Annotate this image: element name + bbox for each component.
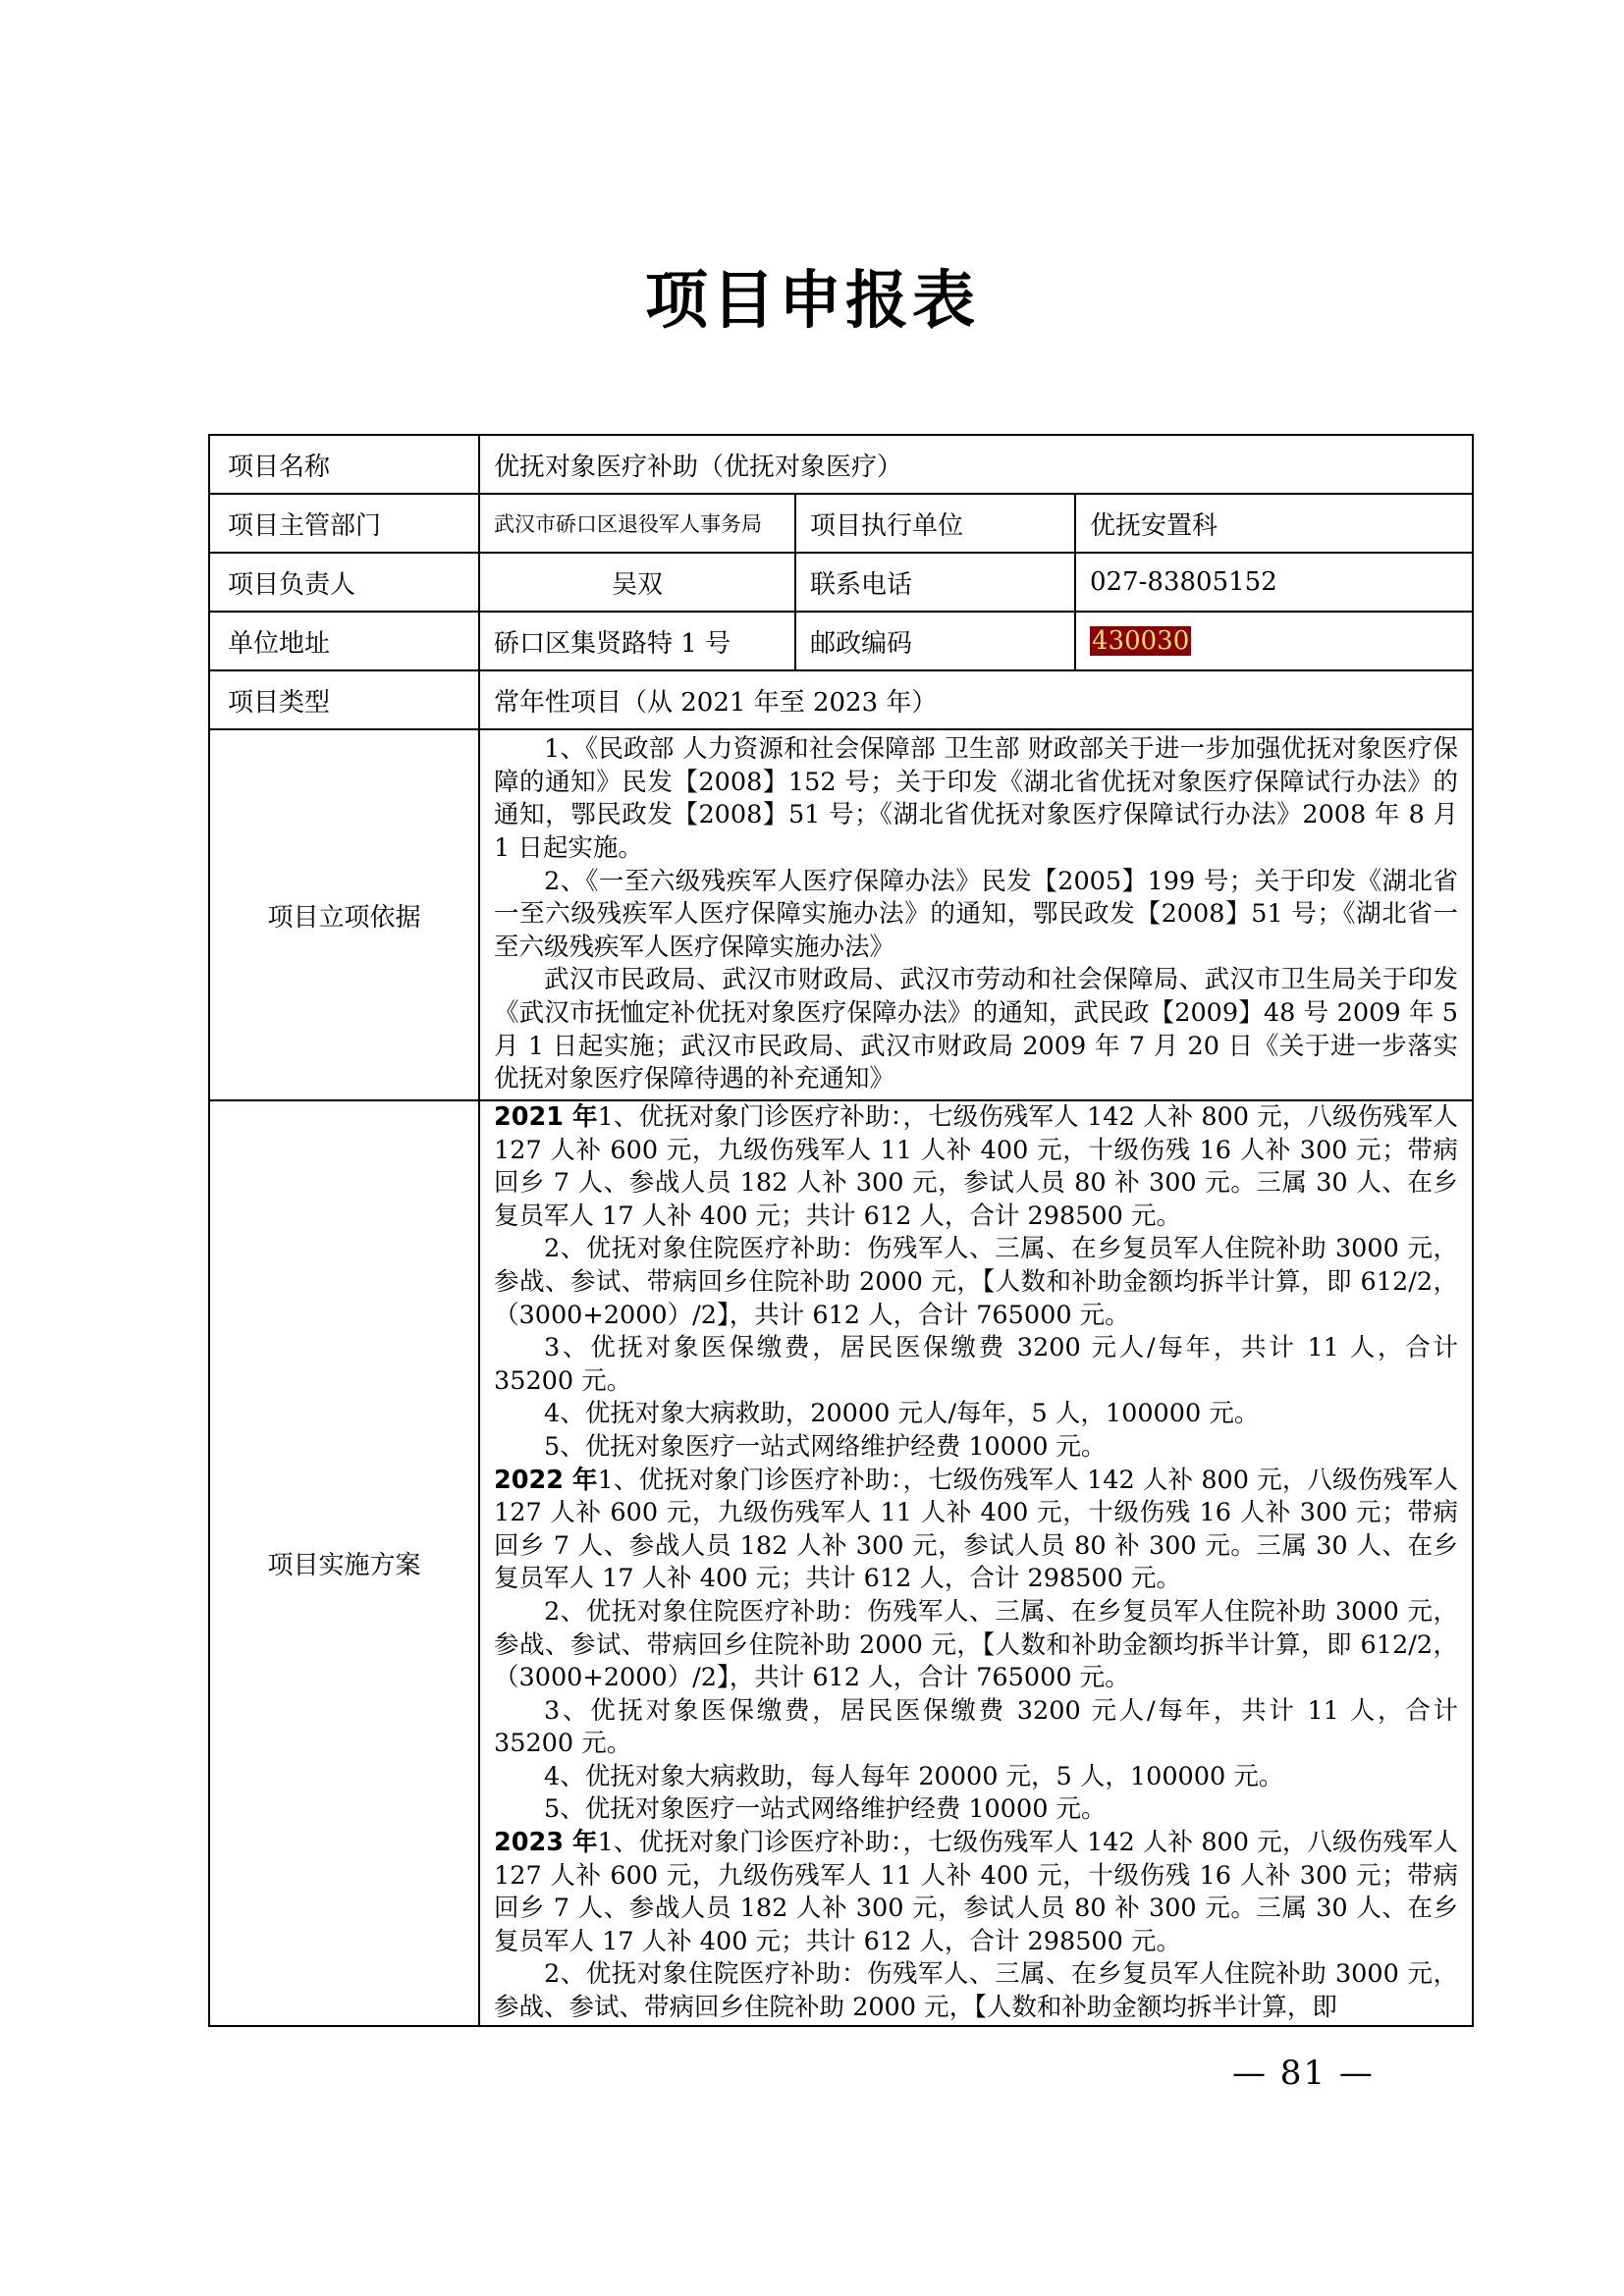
table-row	[209, 435, 1473, 494]
application-form-table	[208, 434, 1474, 2027]
project-type-label: 项目类型	[209, 670, 479, 729]
page-title: 项目申报表	[645, 265, 979, 338]
basis-paragraph: 2、《一至六级残疾军人医疗保障办法》民发【2005】199 号；关于印发《湖北省一至六级残疾军人医疗保障实施办法》的通知，鄂民政发【2008】51 号；《湖北省一至六级残疾军人医疗保障实施办法》	[494, 866, 1458, 962]
table-row	[209, 553, 1473, 612]
plan-item: 4、优抚对象大病救助，20000 元人/每年，5 人，100000 元。	[544, 1399, 1260, 1429]
project-name-value: 优抚对象医疗补助（优抚对象医疗）	[479, 435, 1473, 494]
plan-label: 项目实施方案	[209, 1100, 479, 2026]
plan-item: 2、优抚对象住院医疗补助：伤残军人、三属、在乡复员军人住院补助 3000 元，参战、参试、带病回乡住院补助 2000 元，【人数和补助金额均拆半计算，即 612/2，（3000+2000）/2】，共计 612 人，合计 765000 元。	[494, 1234, 1458, 1330]
plan-year-2021	[494, 1101, 1458, 1233]
plan-year-2023	[494, 1827, 1458, 1958]
executing-unit-value: 优抚安置科	[1075, 494, 1473, 553]
supervising-dept-label: 项目主管部门	[209, 494, 479, 553]
postal-code-label: 邮政编码	[795, 612, 1075, 670]
year-label: 2021 年	[494, 1102, 598, 1132]
basis-paragraph: 1、《民政部 人力资源和社会保障部 卫生部 财政部关于进一步加强优抚对象医疗保障的通知》民发【2008】152 号；关于印发《湖北省优抚对象医疗保障试行办法》的通知，鄂民政发【2008】51 号；《湖北省优抚对象医疗保障试行办法》2008 年 8 月 1 日起实施。	[494, 734, 1458, 864]
basis-paragraph: 武汉市民政局、武汉市财政局、武汉市劳动和社会保障局、武汉市卫生局关于印发《武汉市抚恤定补优抚对象医疗保障办法》的通知，武民政【2009】48 号 2009 年 5 月 1 日起实施；武汉市民政局、武汉市财政局 2009 年 7 月 20 日《关于进一步落实优抚对象医疗保障待遇的补充通知》	[494, 965, 1458, 1095]
plan-year-2022	[494, 1465, 1458, 1596]
year-label: 2023 年	[494, 1828, 598, 1858]
plan-item: 4、优抚对象大病救助，每人每年 20000 元，5 人，100000 元。	[544, 1761, 1284, 1791]
executing-unit-label: 项目执行单位	[795, 494, 1075, 553]
plan-item: 3、优抚对象医保缴费，居民医保缴费 3200 元人/每年，共计 11 人，合计 35200 元。	[494, 1333, 1458, 1396]
project-leader-label: 项目负责人	[209, 553, 479, 612]
table-row	[209, 612, 1473, 670]
address-label: 单位地址	[209, 612, 479, 670]
page-number: — 81 —	[1232, 2054, 1375, 2093]
plan-item: 2、优抚对象住院医疗补助：伤残军人、三属、在乡复员军人住院补助 3000 元，参战、参试、带病回乡住院补助 2000 元，【人数和补助金额均拆半计算，即	[494, 1959, 1458, 2023]
plan-item: 2、优抚对象住院医疗补助：伤残军人、三属、在乡复员军人住院补助 3000 元，参战、参试、带病回乡住院补助 2000 元，【人数和补助金额均拆半计算，即 612/2，（3000+2000）/2】，共计 612 人，合计 765000 元。	[494, 1596, 1458, 1693]
phone-value: 027-83805152	[1075, 553, 1473, 612]
postal-code-cell	[1075, 612, 1473, 670]
postal-code-value: 430030	[1092, 626, 1190, 656]
project-leader-value: 吴双	[479, 553, 795, 612]
plan-item: 5、优抚对象医疗一站式网络维护经费 10000 元。	[544, 1431, 1107, 1462]
table-row	[209, 494, 1473, 553]
year-label: 2022 年	[494, 1465, 598, 1495]
basis-label: 项目立项依据	[209, 729, 479, 1100]
basis-content	[479, 729, 1473, 1100]
plan-item: 3、优抚对象医保缴费，居民医保缴费 3200 元人/每年，共计 11 人，合计 35200 元。	[494, 1695, 1458, 1759]
table-row	[209, 670, 1473, 729]
supervising-dept-value: 武汉市硚口区退役军人事务局	[479, 494, 795, 553]
plan-item: 1、优抚对象门诊医疗补助：，七级伤残军人 142 人补 800 元，八级伤残军人 127 人补 600 元，九级伤残军人 11 人补 400 元，十级伤残 16 人补 300 元；带病回乡 7 人、参战人员 182 人补 300 元，参试人员 80 补 300 元。三属 30 人、在乡复员军人 17 人补 400 元；共计 612 人，合计 298500 元。	[494, 1465, 1458, 1594]
table-row	[209, 1100, 1473, 2026]
plan-content	[479, 1100, 1473, 2026]
plan-item: 1、优抚对象门诊医疗补助：，七级伤残军人 142 人补 800 元，八级伤残军人 127 人补 600 元，九级伤残军人 11 人补 400 元，十级伤残 16 人补 300 元；带病回乡 7 人、参战人员 182 人补 300 元，参试人员 80 补 300 元。三属 30 人、在乡复员军人 17 人补 400 元；共计 612 人，合计 298500 元。	[494, 1102, 1458, 1231]
project-type-value: 常年性项目（从 2021 年至 2023 年）	[479, 670, 1473, 729]
address-value: 硚口区集贤路特 1 号	[479, 612, 795, 670]
project-name-label: 项目名称	[209, 435, 479, 494]
plan-item: 5、优抚对象医疗一站式网络维护经费 10000 元。	[544, 1794, 1107, 1825]
plan-item: 1、优抚对象门诊医疗补助：，七级伤残军人 142 人补 800 元，八级伤残军人 127 人补 600 元，九级伤残军人 11 人补 400 元，十级伤残 16 人补 300 元；带病回乡 7 人、参战人员 182 人补 300 元，参试人员 80 补 300 元。三属 30 人、在乡复员军人 17 人补 400 元；共计 612 人，合计 298500 元。	[494, 1828, 1458, 1956]
phone-label: 联系电话	[795, 553, 1075, 612]
table-row	[209, 729, 1473, 1100]
